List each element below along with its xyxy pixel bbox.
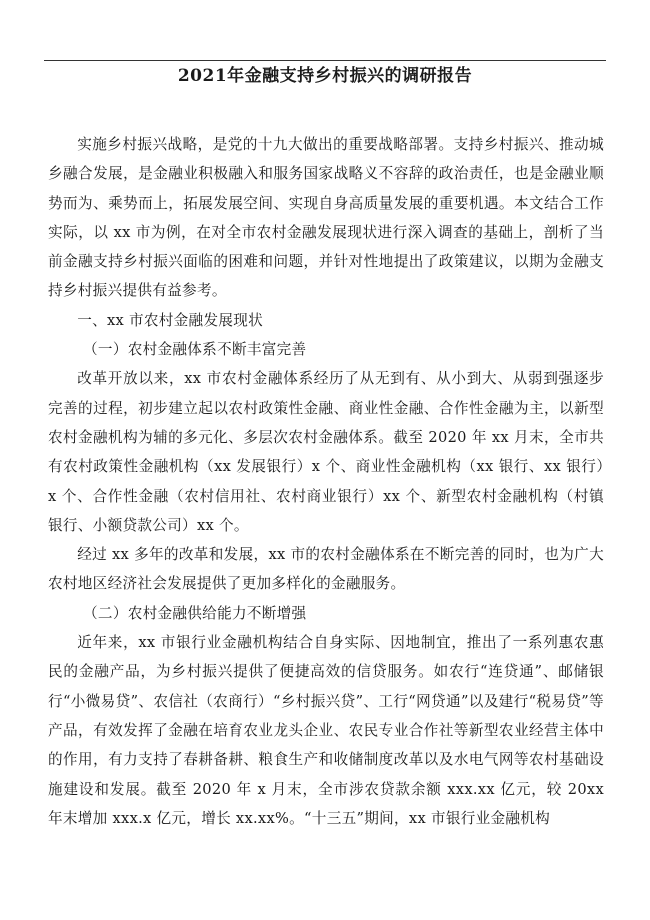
paragraph-intro: 实施乡村振兴战略，是党的十九大做出的重要战略部署。支持乡村振兴、推动城乡融合发展，是金融业积极融入和服务国家战略义不容辞的政治责任，也是金融业顺势而为、乘势而上，拓展发展空间、实现自身高质量发展的重要机遇。本文结合工作实际，以 xx 市为例，在对全市农村金融发展现状进行深入调查的基础上，剖析了当前金融支持乡村振兴面临的困难和问题，并针对性地提出了政策建议，以期为金融支持乡村振兴提供有益参考。: [48, 136, 604, 300]
section-heading-1: 一、xx 市农村金融发展现状: [77, 311, 264, 329]
paragraph: 经过 xx 多年的改革和发展，xx 市的农村金融体系在不断完善的同时，也为广大农村地区经济社会发展提供了更加多样化的金融服务。: [48, 546, 604, 593]
header-rule: [44, 60, 606, 61]
subsection-heading-2: （二）农村金融供给能力不断增强: [83, 604, 307, 622]
paragraph: 近年来，xx 市银行业金融机构结合自身实际、因地制宜，推出了一系列惠农惠民的金融产品，为乡村振兴提供了便捷高效的信贷服务。如农行“连贷通”、邮储银行“小微易贷”、农信社（农商行）“乡村振兴贷”、工行“网贷通”以及建行“税易贷”等产品，有效发挥了金融在培育农业龙头企业、农民专业合作社等新型农业经营主体中的作用，有力支持了春耕备耕、粮食生产和收储制度改革以及水电气网等农村基础设施建设和发展。截至 2020 年 x 月末，全市涉农贷款余额 xxx.xx 亿元，较 20xx 年末增加 xxx.x 亿元，增长 xx.xx%。“十三五”期间，xx 市银行业金融机构: [48, 634, 604, 827]
paragraph: 改革开放以来，xx 市农村金融体系经历了从无到有、从小到大、从弱到强逐步完善的过程，初步建立起以农村政策性金融、商业性金融、合作性金融为主，以新型农村金融机构为辅的多元化、多层次农村金融体系。截至 2020 年 xx 月末，全市共有农村政策性金融机构（xx 发展银行）x 个、商业性金融机构（xx 银行、xx 银行）x 个、合作性金融（农村信用社、农村商业银行）xx 个、新型农村金融机构（村镇银行、小额贷款公司）xx 个。: [48, 370, 604, 534]
subsection-heading-1: （一）农村金融体系不断丰富完善: [83, 341, 307, 359]
document-title: 2021年金融支持乡村振兴的调研报告: [177, 66, 473, 86]
document-body: [48, 130, 604, 833]
